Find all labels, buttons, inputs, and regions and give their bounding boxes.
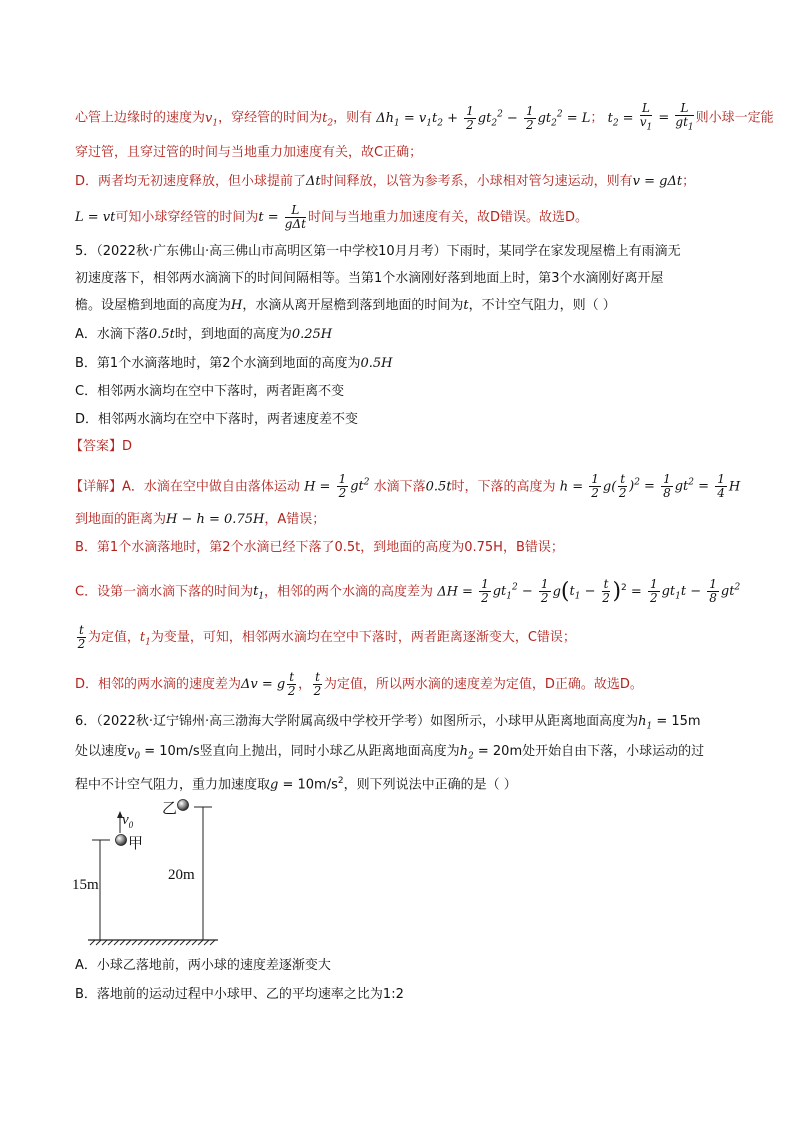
text: ，相邻的两个水滴的高度差为 <box>264 584 434 600</box>
q5-detail-5: $\frac{t}{2}$ 为定值，$t_1$为变量，可知，相邻两水滴均在空中下落时，两者距离逐渐变大，C错误； <box>77 623 576 651</box>
text: ，A错误； <box>264 512 326 527</box>
q6-option-a: A．小球乙落地前，两小球的速度差逐渐变大 <box>75 958 331 973</box>
text: ； <box>590 110 604 126</box>
q5-detail-1: 【详解】A．水滴在空中做自由落体运动 H = $\frac{1}{2}$ $gt^2$ 水滴下落0.5t时，下落的高度为 h = $\frac{1}{2}$ g( $\frac{t}{2}$ )$^2$ = $\frac{1}{8}$ $gt^2$ = $\frac{1}{4}$ H <box>70 472 741 501</box>
q6-figure <box>70 795 230 954</box>
q5-stem-1: 5．（2022秋·广东佛山·高三佛山市高明区第一中学校10月月考）下雨时，某同学在家发现屋檐上有雨滴无 <box>75 244 681 259</box>
text: 处开始自由下落，小球运动的过 <box>522 744 705 759</box>
text: 心管上边缘时的速度为 <box>75 110 206 126</box>
q4-line-4: L = vt可知小球穿经管的时间为t = $\frac{L}{\text{gΔt}}$ 时间与当地重力加速度有关，故D错误。故选D。 <box>75 203 588 231</box>
text: ，穿经管的时间为 <box>218 110 323 126</box>
q5-stem-2: 初速度落下，相邻两水滴滴下的时间间隔相等。当第1个水滴刚好落到地面上时，第3个水滴刚好离开屋 <box>75 271 664 286</box>
text: 水滴下落 <box>373 479 426 495</box>
q5-option-a: A．水滴下落0.5t时，到地面的高度为0.25H <box>75 327 333 342</box>
q4-line-2: 穿过管，且穿过管的时间与当地重力加速度有关，故C正确； <box>75 145 423 160</box>
text: 檐。设屋檐到地面的高度为 <box>75 298 232 313</box>
text: ，则下列说法中正确的是（ ） <box>343 777 517 793</box>
text: C．设第一滴水滴下落的时间为 <box>75 584 254 600</box>
text: D．两者均无初速度释放，但小球提前了 <box>75 174 307 189</box>
q4-line-3: D．两者均无初速度释放，但小球提前了Δt时间释放，以管为参考系，小球相对管匀速运动，则有v = gΔt； <box>75 174 696 189</box>
q5-answer: 【答案】D <box>70 439 133 454</box>
q5-stem-3: 檐。设屋檐到地面的高度为H，水滴从离开屋檐到落到地面的时间为t，不计空气阻力，则（ ） <box>75 298 616 313</box>
text: ，不计空气阻力，则（ ） <box>468 298 616 313</box>
text: B．第1个水滴落地时，第2个水滴到地面的高度为 <box>75 356 361 371</box>
text: 时，到地面的高度为 <box>174 327 292 342</box>
text: A．水滴在空中做自由落体运动 <box>122 479 300 495</box>
label-jia: 甲 <box>128 836 144 852</box>
q6-stem-3: 程中不计空气阻力，重力加速度取$g = 10m/s^2$，则下列说法中正确的是（ ） <box>75 776 517 793</box>
q6-option-b: B．落地前的运动过程中小球甲、乙的平均速率之比为1:2 <box>75 987 404 1002</box>
text: 时间释放，以管为参考系，小球相对管匀速运动，则有 <box>320 174 633 189</box>
text: 程中不计空气阻力，重力加速度取 <box>75 777 271 793</box>
text: D．相邻的两水滴的速度差为 <box>75 677 242 692</box>
text: 为定值，所以两水滴的速度差为定值，D正确。故选D。 <box>323 677 643 692</box>
label-v0: $v_0$ <box>122 812 134 830</box>
text: 【详解】 <box>70 479 123 495</box>
text: ； <box>682 174 696 189</box>
q5-detail-2: 到地面的距离为H − h = 0.75H，A错误； <box>75 512 326 527</box>
label-yi: 乙 <box>162 801 178 817</box>
q5-detail-6: D．相邻的两水滴的速度差为Δv = g $\frac{t}{2}$ ， $\frac{t}{2}$ 为定值，所以两水滴的速度差为定值，D正确。故选D。 <box>75 670 643 698</box>
ground-hatch <box>90 940 215 945</box>
text: 时间与当地重力加速度有关，故D错误。故选D。 <box>307 210 588 225</box>
q5-detail-3: B．第1个水滴落地时，第2个水滴已经下落了0.5t，到地面的高度为0.75H，B错误； <box>75 540 564 555</box>
figure-svg <box>70 795 230 950</box>
q5-option-c: C．相邻两水滴均在空中下落时，两者距离不变 <box>75 384 345 399</box>
text: ，则有 <box>333 110 373 126</box>
text: 为变量，可知，相邻两水滴均在空中下落时，两者距离逐渐变大，C错误； <box>150 630 576 645</box>
q4-line-1: 心管上边缘时的速度为$v_1$，穿经管的时间为$t_2$，则有 $\Delta h_1 = v_1t_2$ + $\frac{1}{2}$ $gt_2^2$ − $\frac{1}{2}$ $gt_2^2 = L$； $t_2$ = $\frac{L}{v_1}$ = $\frac{L}{gt_1}$ 则小球一定能 <box>75 101 774 133</box>
text: 时，下落的高度为 <box>451 479 556 495</box>
text: 为定值， <box>87 630 140 645</box>
q6-stem-2: 处以速度$v_0 = 10m/s$竖直向上抛出，同时小球乙从距离地面高度为$h_2 = 20m$处开始自由下落，小球运动的过 <box>75 744 705 762</box>
text: 可知小球穿经管的时间为 <box>115 210 259 225</box>
text: 则小球一定能 <box>695 110 774 126</box>
q5-detail-4: C．设第一滴水滴下落的时间为$t_1$，相邻的两个水滴的高度差为 ΔH = $\frac{1}{2}$ $gt_1^2$ − $\frac{1}{2}$ $g(t_1$ − $\frac{t}{2}$ )$^2$ = $\frac{1}{2}$ $gt_1t$ − $\frac{1}{8}$ $gt^2$ <box>75 577 741 606</box>
text: 处以速度 <box>75 744 128 759</box>
q6-stem-1: 6．（2022秋·辽宁锦州·高三渤海大学附属高级中学校开学考）如图所示，小球甲从距离地面高度为$h_1 = 15m$ <box>75 714 701 732</box>
text: ，水滴从离开屋檐到落到地面的时间为 <box>242 298 464 313</box>
ball-jia <box>116 835 127 846</box>
q5-option-d: D．相邻两水滴均在空中下落时，两者速度差不变 <box>75 412 359 427</box>
label-20m: 20m <box>168 867 195 883</box>
label-15m: 15m <box>72 877 99 893</box>
text: 竖直向上抛出，同时小球乙从距离地面高度为 <box>199 744 460 759</box>
text: A．水滴下落 <box>75 327 149 342</box>
q5-option-b: B．第1个水滴落地时，第2个水滴到地面的高度为0.5H <box>75 356 393 371</box>
text: 6．（2022秋·辽宁锦州·高三渤海大学附属高级中学校开学考）如图所示，小球甲从距离地面高度为 <box>75 714 639 729</box>
ball-yi <box>178 800 189 811</box>
text: 到地面的距离为 <box>75 512 167 527</box>
